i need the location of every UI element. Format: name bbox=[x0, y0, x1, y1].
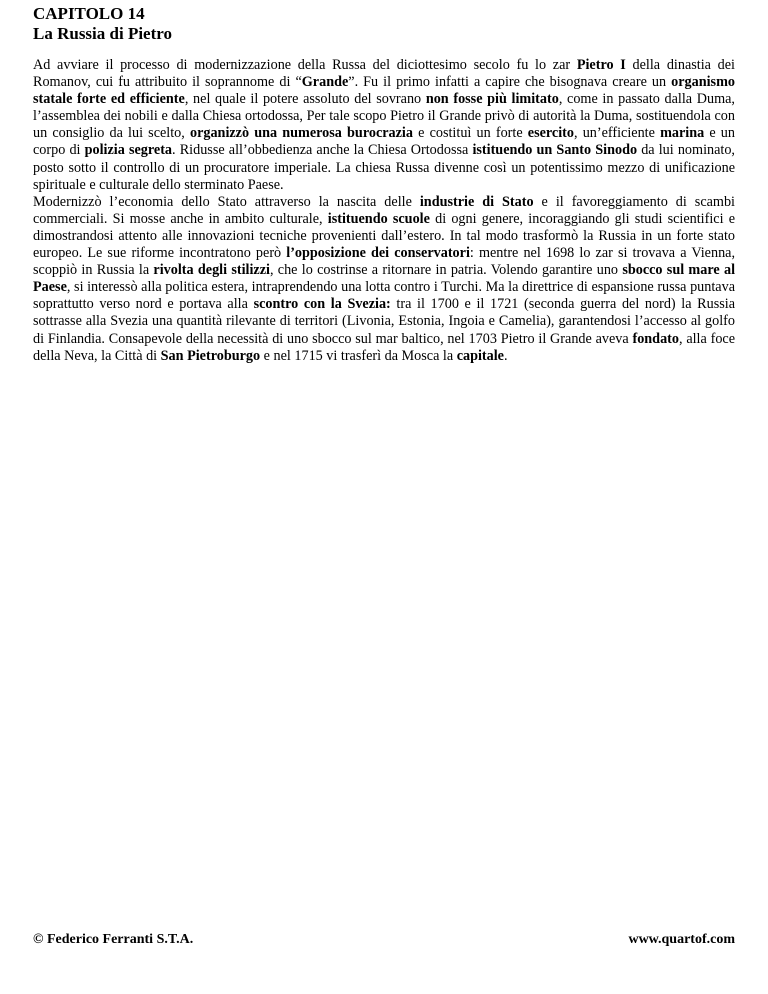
text-run: . bbox=[503, 347, 508, 364]
bold-phrase: sbocco sul mare al Paese bbox=[33, 262, 736, 296]
text-run: di ogni genere, incoraggiando gli studi scientifici e dimostrandosi attento alle innovazioni tecniche provenienti dall’estero. In tal modo trasformò la Russia in un forte stato europeo. Le sue riforme incontratono però bbox=[33, 210, 735, 262]
text-run: , che lo costrinse a ritornare in patria. Volendo garantire uno bbox=[269, 262, 623, 279]
bold-phrase: organismo statale forte ed efficiente bbox=[33, 74, 735, 108]
bold-phrase: fondato bbox=[632, 330, 679, 347]
text-run: da lui nominato, posto sotto il controllo di un procuratore imperiale. La chiesa Russa divenne così un potentissimo mezzo di unificazione spirituale e culturale dello sterminato Paese. bbox=[33, 142, 735, 193]
bold-phrase: l’opposizione dei conservatori bbox=[286, 245, 470, 262]
text-run: ”. Fu il primo infatti a capire che bisognava creare un bbox=[348, 74, 672, 91]
bold-phrase: esercito bbox=[527, 125, 574, 142]
chapter-title: La Russia di Pietro bbox=[33, 24, 173, 43]
text-run: , alla foce della Neva, la Città di bbox=[33, 330, 736, 364]
page-footer bbox=[33, 932, 735, 948]
text-run: , si interessò alla politica estera, intraprendendo una lotta contro i Turchi. Ma la direttrice di espansione russa puntava soprattutto verso nord e portava alla bbox=[33, 279, 735, 313]
text-run: , come in passato dalla Duma, l’assemblea dei nobili e dalla Chiesa ortodossa, Per tale scopo Pietro il Grande privò di autorità la Duma, sostituendola con un consiglio da lui scelto, bbox=[33, 91, 735, 142]
text-run: e costituì un forte bbox=[412, 125, 528, 142]
bold-phrase: capitale bbox=[456, 347, 504, 364]
body-paragraph bbox=[33, 194, 735, 365]
bold-phrase: industrie di Stato bbox=[419, 193, 534, 210]
bold-phrase: San Pietroburgo bbox=[160, 347, 261, 364]
chapter-number: CAPITOLO 14 bbox=[33, 4, 145, 23]
text-run: della dinastia dei Romanov, cui fu attribuito il soprannome di “ bbox=[33, 57, 735, 91]
bold-phrase: scontro con la Svezia: bbox=[253, 296, 391, 313]
text-run: e un corpo di bbox=[33, 125, 735, 159]
text-run: Modernizzò l’economia dello Stato attraverso la nascita delle bbox=[33, 193, 420, 210]
text-run: , nel quale il potere assoluto del sovrano bbox=[184, 91, 426, 108]
text-run: Ad avviare il processo di modernizzazione della Russa del diciottesimo secolo fu lo zar bbox=[33, 57, 577, 73]
chapter-heading bbox=[33, 4, 733, 44]
text-run: e il favoreggiamento di scambi commerciali. Si mosse anche in ambito culturale, bbox=[33, 193, 735, 227]
bold-phrase: marina bbox=[660, 125, 705, 142]
bold-phrase: polizia segreta bbox=[84, 142, 173, 159]
bold-phrase: non fosse più limitato bbox=[425, 91, 559, 108]
text-run: , un’efficiente bbox=[574, 125, 661, 142]
footer-copyright: © Federico Ferranti S.T.A. bbox=[33, 932, 194, 947]
footer-website: www.quartof.com bbox=[628, 932, 735, 947]
bold-phrase: Pietro I bbox=[576, 57, 626, 73]
bold-phrase: istituendo un Santo Sinodo bbox=[472, 142, 638, 159]
text-run: e nel 1715 vi trasferì da Mosca la bbox=[260, 347, 457, 364]
text-run: : mentre nel 1698 lo zar si trovava a Vienna, scoppiò in Russia la bbox=[33, 245, 736, 279]
text-run: . Ridusse all’obbedienza anche la Chiesa Ortodossa bbox=[172, 142, 473, 159]
bold-phrase: istituendo scuole bbox=[327, 210, 430, 227]
text-run: tra il 1700 e il 1721 (seconda guerra del nord) la Russia sottrasse alla Svezia una quantità rilevante di territori (Livonia, Estonia, Ingoia e Camelia), garantendosi l’accesso al golfo di Finlandia. Consapevole della necessità di uno sbocco sul mar baltico, nel 1703 Pietro il Grande aveva bbox=[33, 296, 735, 347]
chapter-body bbox=[33, 57, 735, 365]
bold-phrase: organizzò una numerosa burocrazia bbox=[189, 125, 413, 142]
bold-phrase: rivolta degli stilizzi bbox=[153, 262, 270, 279]
body-paragraph bbox=[33, 57, 735, 194]
bold-phrase: Grande bbox=[301, 74, 349, 91]
